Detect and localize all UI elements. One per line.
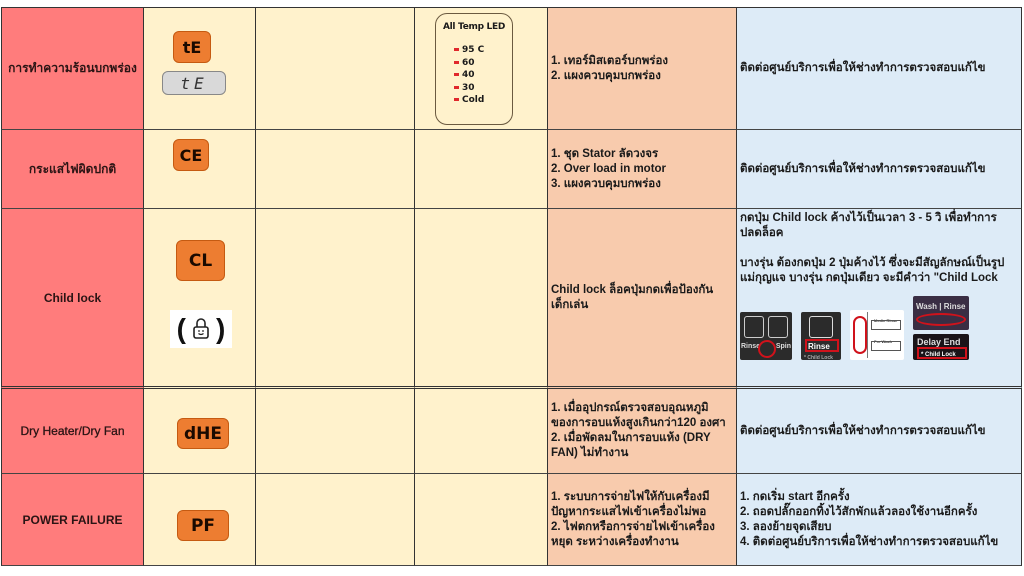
panel-label: Delay End bbox=[917, 337, 961, 347]
empty-cell bbox=[256, 7, 415, 130]
empty-cell bbox=[415, 130, 548, 209]
panel-label: * Child Lock bbox=[921, 352, 956, 358]
solution-cell bbox=[737, 474, 1022, 566]
code-cell bbox=[144, 389, 256, 474]
panel-label: * Child Lock bbox=[804, 355, 833, 361]
led-label: Cold bbox=[462, 95, 485, 105]
error-name-cell bbox=[1, 389, 144, 474]
empty-cell bbox=[256, 130, 415, 209]
led-item bbox=[454, 44, 512, 57]
cause-cell bbox=[548, 7, 737, 130]
led-item bbox=[454, 57, 512, 70]
error-name-cell bbox=[1, 130, 144, 209]
table-row bbox=[1, 474, 1022, 566]
error-code-badge: PF bbox=[177, 510, 229, 541]
cause-cell bbox=[548, 209, 737, 389]
error-name-cell bbox=[1, 474, 144, 566]
empty-cell bbox=[256, 209, 415, 389]
led-panel-title: All Temp LED bbox=[442, 22, 506, 32]
table-row bbox=[1, 130, 1022, 209]
error-name: กระแสไฟผิดปกติ bbox=[28, 161, 117, 176]
panel-label: Pre Wash bbox=[874, 339, 893, 344]
error-name-cell bbox=[1, 209, 144, 389]
empty-cell bbox=[415, 474, 548, 566]
solution-cell bbox=[737, 130, 1022, 209]
led-dot-icon bbox=[454, 86, 459, 89]
solution-cell bbox=[737, 209, 1022, 389]
solution-line: ติดต่อศูนย์บริการเพื่อให้ช่างทำการตรวจสอบแก้ไข bbox=[740, 62, 986, 74]
control-panel-examples bbox=[740, 296, 1004, 360]
solution-cell bbox=[737, 389, 1022, 474]
panel-label: Wash | Rinse bbox=[916, 302, 966, 311]
highlight-ring bbox=[853, 316, 867, 354]
solution-line: 3. ลองย้ายจุดเสียบ bbox=[740, 520, 832, 533]
panel-button bbox=[871, 320, 901, 330]
solution-line: แม่กุญแจ บางรุ่น กดปุ่มเดียว จะมีคำว่า "Child Lock bbox=[740, 272, 998, 284]
led-cell bbox=[415, 7, 548, 130]
solution-line: 2. ถอดปลั๊กออกทิ้งไว้สักพักแล้วลองใช้งานอีกครั้ง bbox=[740, 505, 978, 518]
code-cell bbox=[144, 130, 256, 209]
cause-line: 3. แผงควบคุมบกพร่อง bbox=[551, 177, 661, 190]
led-item bbox=[454, 69, 512, 82]
cause-line: 1. เทอร์มิสเตอร์บกพร่อง bbox=[551, 54, 669, 67]
error-name: Child lock bbox=[43, 290, 102, 305]
error-name: Dry Heater/Dry Fan bbox=[20, 424, 125, 438]
cause-line: 2. เมื่อพัดลมในการอบแห้ง (DRY bbox=[551, 432, 711, 444]
panel-example-4 bbox=[913, 296, 969, 330]
panel-button bbox=[871, 341, 901, 351]
panel-label: Spin bbox=[775, 343, 791, 350]
solution-cell bbox=[737, 7, 1022, 130]
panel-example-2 bbox=[801, 312, 841, 360]
error-name: การทำความร้อนบกพร่อง bbox=[8, 61, 137, 75]
temp-led-panel bbox=[435, 13, 513, 125]
code-cell bbox=[144, 7, 256, 130]
cause-cell bbox=[548, 389, 737, 474]
table-row bbox=[1, 7, 1022, 130]
lcd-code-display: tE bbox=[162, 71, 226, 95]
solution-line: บางรุ่น ต้องกดปุ่ม 2 ปุ่มค้างไว้ ซึ่งจะมีสัญลักษณ์เป็นรูป bbox=[740, 257, 1005, 269]
shirt-icon bbox=[744, 316, 764, 338]
shirt-icon bbox=[768, 316, 788, 338]
solution-line: 1. กดเริ่ม start อีกครั้ง bbox=[740, 490, 850, 503]
empty-cell bbox=[256, 474, 415, 566]
panel-example-1 bbox=[740, 312, 792, 360]
cause-line: 1. เมื่ออุปกรณ์ตรวจสอบอุณหภูมิ bbox=[551, 402, 709, 414]
cause-line: เด็กเล่น bbox=[551, 298, 589, 311]
led-label: 60 bbox=[462, 57, 475, 68]
code-cell bbox=[144, 209, 256, 389]
led-label: 30 bbox=[462, 82, 475, 93]
cause-line: 1. ระบบการจ่ายไฟให้กับเครื่องมี bbox=[551, 490, 710, 503]
child-lock-icon bbox=[192, 317, 210, 341]
code-cell bbox=[144, 474, 256, 566]
solution-line: 4. ติดต่อศูนย์บริการเพื่อให้ช่างทำการตรวจสอบแก้ไข bbox=[740, 535, 999, 548]
child-lock-symbol bbox=[170, 310, 232, 348]
cause-cell bbox=[548, 130, 737, 209]
highlight-ring bbox=[916, 313, 966, 326]
solution-line: ปลดล็อค bbox=[740, 227, 784, 239]
table-row bbox=[1, 209, 1022, 389]
led-label: 95 C bbox=[462, 45, 485, 55]
empty-cell bbox=[415, 389, 548, 474]
error-code-table bbox=[1, 7, 1022, 566]
panel-label: Medic Rinse bbox=[874, 318, 898, 323]
error-code-badge: CL bbox=[176, 240, 225, 281]
error-name: POWER FAILURE bbox=[22, 512, 123, 527]
divider bbox=[867, 312, 868, 358]
paren-right: ) bbox=[216, 313, 226, 344]
led-dot-icon bbox=[454, 73, 459, 76]
empty-cell bbox=[256, 389, 415, 474]
error-code-badge: tE bbox=[173, 31, 211, 63]
cause-line: 2. ไฟตกหรือการจ่ายไฟเข้าเครื่อง bbox=[551, 520, 715, 533]
error-code-badge: CE bbox=[173, 139, 209, 171]
panel-example-stack bbox=[913, 296, 969, 360]
panel-example-3 bbox=[850, 310, 904, 360]
cause-line: ปัญหากระแสไฟเข้าเครื่องไม่พอ bbox=[551, 505, 707, 518]
cause-line: 2. Over load in motor bbox=[551, 162, 667, 175]
shirt-icon bbox=[809, 316, 833, 338]
panel-label: Rinse bbox=[741, 343, 761, 350]
empty-cell bbox=[415, 209, 548, 389]
error-name-cell bbox=[1, 7, 144, 130]
solution-line: ติดต่อศูนย์บริการเพื่อให้ช่างทำการตรวจสอบแก้ไข bbox=[740, 162, 986, 175]
cause-cell bbox=[548, 474, 737, 566]
led-dot-icon bbox=[454, 61, 459, 64]
solution-line: ติดต่อศูนย์บริการเพื่อให้ช่างทำการตรวจสอบแก้ไข bbox=[740, 424, 986, 437]
cause-line: Child lock ล็อคปุ่มกดเพื่อป้องกัน bbox=[551, 283, 714, 296]
paren-left: ( bbox=[176, 313, 186, 344]
led-dot-icon bbox=[454, 48, 459, 51]
led-item bbox=[454, 94, 512, 107]
error-code-badge: dHE bbox=[177, 418, 229, 449]
spacer bbox=[740, 241, 1004, 256]
led-dot-icon bbox=[454, 98, 459, 101]
cause-line: FAN) ไม่ทำงาน bbox=[551, 447, 629, 459]
led-label: 40 bbox=[462, 70, 475, 80]
cause-line: ของการอบแห้งสูงเกินกว่า120 องศา bbox=[551, 417, 726, 429]
cause-line: หยุด ระหว่างเครื่องทำงาน bbox=[551, 535, 679, 548]
table-row bbox=[1, 389, 1022, 474]
cause-line: 2. แผงควบคุมบกพร่อง bbox=[551, 69, 661, 82]
panel-example-5 bbox=[913, 334, 969, 360]
solution-line: กดปุ่ม Child lock ค้างไว้เป็นเวลา 3 - 5 วิ เพื่อทำการ bbox=[740, 212, 997, 224]
led-item bbox=[454, 82, 512, 95]
cause-line: 1. ชุด Stator ลัดวงจร bbox=[551, 147, 659, 160]
highlight-ring bbox=[758, 340, 776, 358]
panel-label: Rinse bbox=[808, 342, 830, 351]
